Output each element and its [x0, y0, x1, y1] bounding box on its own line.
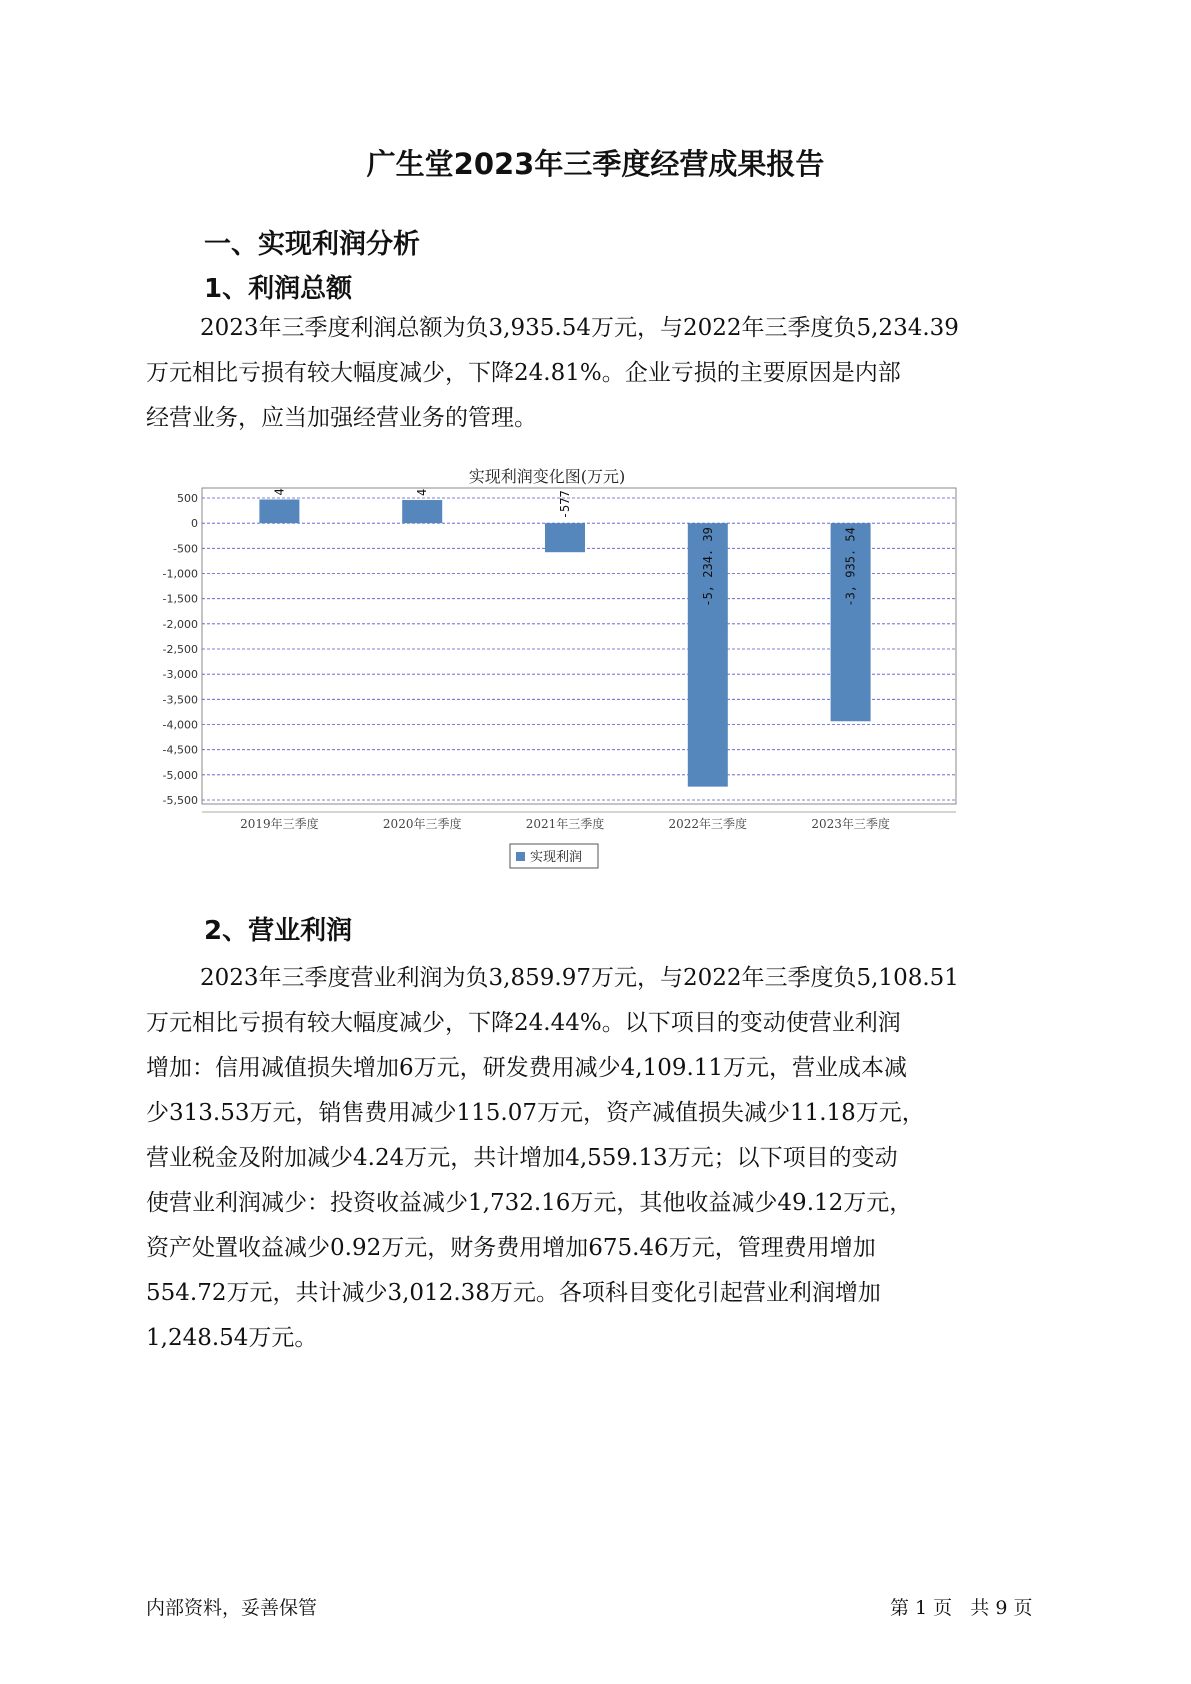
legend-label: 实现利润	[530, 850, 583, 865]
y-tick-label: -3,000	[162, 668, 198, 682]
y-tick-label: -4,000	[162, 718, 198, 732]
y-tick-label: -4,500	[162, 743, 198, 757]
paragraph-line: 554.72万元，共计减少3,012.38万元。各项科目变化引起营业利润增加	[146, 1280, 881, 1306]
paragraph-operating-profit	[146, 956, 1076, 1361]
page-title: 广生堂2023年三季度经营成果报告	[366, 147, 825, 181]
paragraph-line: 万元相比亏损有较大幅度减少，下降24.81%。企业亏损的主要原因是内部	[146, 360, 901, 386]
bar	[402, 500, 442, 523]
y-tick-label: -3,500	[162, 693, 198, 707]
chart-title: 实现利润变化图(万元)	[468, 467, 626, 486]
paragraph-line: 万元相比亏损有较大幅度减少，下降24.44%。以下项目的变动使营业利润	[146, 1010, 901, 1036]
x-category-label: 2019年三季度	[240, 817, 319, 831]
y-tick-label: -500	[173, 542, 198, 556]
y-tick-label: -5,500	[162, 794, 198, 807]
y-tick-label: -2,500	[162, 643, 198, 656]
x-category-label: 2023年三季度	[811, 817, 890, 831]
y-tick-label: -1,000	[162, 567, 198, 581]
paragraph-total-profit	[146, 306, 1076, 441]
paragraph-line: 资产处置收益减少0.92万元，财务费用增加675.46万元，管理费用增加	[146, 1235, 876, 1261]
subsection-heading-operating-profit: 2、营业利润	[204, 916, 353, 946]
paragraph-line: 2023年三季度营业利润为负3,859.97万元，与2022年三季度负5,108.51	[200, 965, 959, 991]
y-tick-label: 500	[177, 492, 198, 505]
paragraph-line: 2023年三季度利润总额为负3,935.54万元，与2022年三季度负5,234.39	[200, 315, 959, 341]
bar-data-label: 4	[272, 488, 287, 496]
subsection-heading-total-profit: 1、利润总额	[204, 274, 353, 304]
footer-confidential-note: 内部资料，妥善保管	[146, 1597, 318, 1619]
y-tick-label: -1,500	[162, 592, 198, 606]
footer-page-number: 第 1 页 共 9 页	[890, 1597, 1033, 1619]
paragraph-line: 营业税金及附加减少4.24万元，共计增加4,559.13万元；以下项目的变动	[146, 1145, 898, 1171]
paragraph-line: 增加：信用减值损失增加6万元，研发费用减少4,109.11万元，营业成本减	[146, 1055, 908, 1081]
profit-bar-chart	[160, 464, 970, 880]
bar	[545, 523, 585, 552]
paragraph-line: 使营业利润减少：投资收益减少1,732.16万元，其他收益减少49.12万元，	[146, 1190, 913, 1216]
bar-data-label: 4	[415, 488, 430, 497]
paragraph-line: 少313.53万元，销售费用减少115.07万元，资产减值损失减少11.18万元，	[146, 1100, 925, 1126]
paragraph-line: 1,248.54万元。	[146, 1325, 318, 1351]
bar-data-label: -577	[558, 490, 572, 520]
bar-data-label: -5, 234. 39	[700, 527, 715, 607]
x-category-label: 2021年三季度	[525, 817, 605, 831]
bar	[259, 500, 299, 524]
bar-data-label: -3, 935. 54	[843, 527, 858, 607]
legend-swatch	[516, 852, 525, 861]
x-category-label: 2022年三季度	[668, 817, 748, 831]
section-heading-profit-analysis: 一、实现利润分析	[204, 229, 420, 260]
paragraph-line: 经营业务，应当加强经营业务的管理。	[146, 405, 537, 431]
y-tick-label: -2,000	[162, 617, 198, 631]
chart-plot-area	[163, 488, 956, 868]
x-category-label: 2020年三季度	[382, 817, 462, 831]
y-tick-label: 0	[191, 517, 198, 531]
y-tick-label: -5,000	[162, 768, 198, 782]
